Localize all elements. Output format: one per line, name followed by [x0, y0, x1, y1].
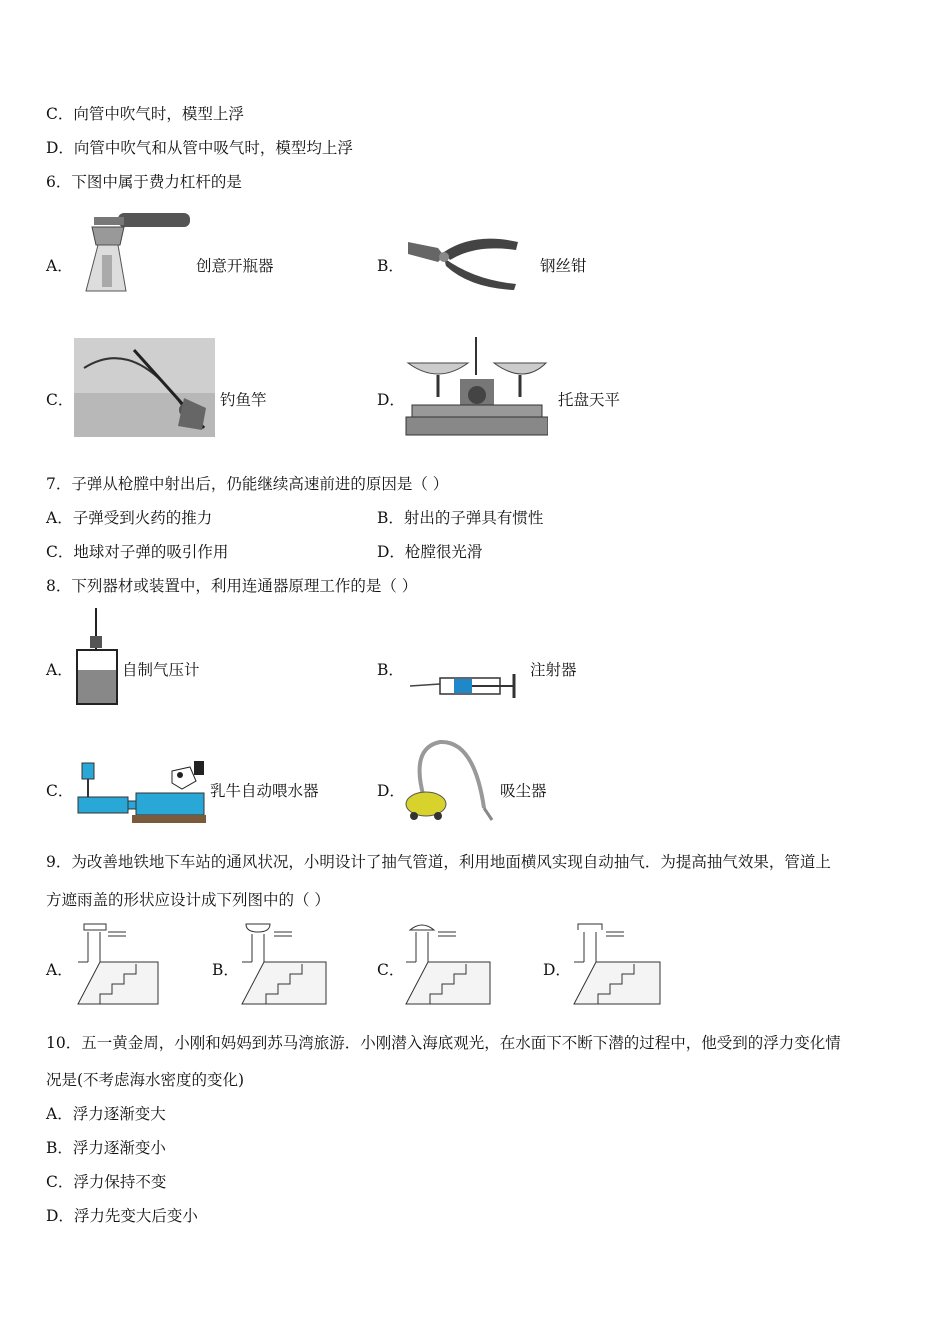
q6-option-b-letter: B．: [377, 257, 404, 275]
q10-stem-line2: 况是(不考虑海水密度的变化): [46, 1071, 245, 1089]
q8-stem: 8．下列器材或装置中，利用连通器原理工作的是（ ）: [46, 577, 418, 595]
q10-stem-line1: 10．五一黄金周，小刚和妈妈到苏马湾旅游．小刚潜入海底观光，在水面下不断下潜的过程中，他受到的浮力变化情: [46, 1034, 841, 1052]
q6-option-d-letter: D．: [377, 391, 405, 409]
q7-option-b: B．射出的子弹具有惯性: [377, 509, 544, 527]
q9-option-b-letter: B．: [212, 961, 239, 979]
q7-stem: 7．子弹从枪膛中射出后，仍能继续高速前进的原因是（ ）: [46, 475, 449, 493]
q5-option-c: C．向管中吹气时，模型上浮: [46, 105, 244, 123]
bottle-opener-image: [80, 205, 195, 295]
vent-cover-bent-image: [572, 920, 664, 1006]
q8-option-d-letter: D．: [377, 782, 405, 800]
pliers-image: [404, 228, 522, 290]
q9-option-d-letter: D．: [543, 961, 571, 979]
q6-option-d-label: 托盘天平: [558, 391, 621, 409]
q7-option-d: D．枪膛很光滑: [377, 543, 483, 561]
q10-option-d: D．浮力先变大后变小: [46, 1207, 198, 1225]
q8-option-c-letter: C．: [46, 782, 74, 800]
fishing-rod-image: [74, 338, 215, 437]
q7-option-a: A．子弹受到火药的推力: [46, 509, 213, 527]
q8-option-d-label: 吸尘器: [500, 782, 547, 800]
q9-stem-line1: 9．为改善地铁地下车站的通风状况，小明设计了抽气管道，利用地面横风实现自动抽气．为提高抽气效果，管道上: [46, 853, 831, 871]
syringe-image: [410, 664, 520, 704]
q9-stem-line2: 方遮雨盖的形状应设计成下列图中的（ ）: [46, 891, 330, 909]
cow-water-feeder-image: [76, 757, 208, 827]
q10-option-c: C．浮力保持不变: [46, 1173, 167, 1191]
q8-option-a-label: 自制气压计: [122, 661, 200, 679]
q7-option-c: C．地球对子弹的吸引作用: [46, 543, 229, 561]
barometer-image: [74, 608, 120, 706]
q9-option-c-letter: C．: [377, 961, 405, 979]
q8-option-b-label: 注射器: [530, 661, 577, 679]
q6-stem: 6．下图中属于费力杠杆的是: [46, 173, 242, 191]
q8-option-c-label: 乳牛自动喂水器: [210, 782, 319, 800]
q6-option-b-label: 钢丝钳: [540, 257, 587, 275]
balance-scale-image: [404, 335, 548, 437]
vent-cover-curved-up-image: [404, 920, 494, 1006]
q6-option-c-letter: C．: [46, 391, 74, 409]
vent-cover-flat-image: [76, 920, 162, 1006]
vent-cover-curved-down-image: [240, 920, 330, 1006]
q10-option-b: B．浮力逐渐变小: [46, 1139, 166, 1157]
vacuum-cleaner-image: [404, 738, 496, 826]
q9-option-a-letter: A．: [46, 961, 73, 979]
q6-option-a-letter: A．: [46, 257, 73, 275]
q8-option-a-letter: A．: [46, 661, 73, 679]
q10-option-a: A．浮力逐渐变大: [46, 1105, 166, 1123]
q5-option-d: D．向管中吹气和从管中吸气时，模型均上浮: [46, 139, 353, 157]
q8-option-b-letter: B．: [377, 661, 404, 679]
q6-option-c-label: 钓鱼竿: [220, 391, 267, 409]
q6-option-a-label: 创意开瓶器: [196, 257, 274, 275]
